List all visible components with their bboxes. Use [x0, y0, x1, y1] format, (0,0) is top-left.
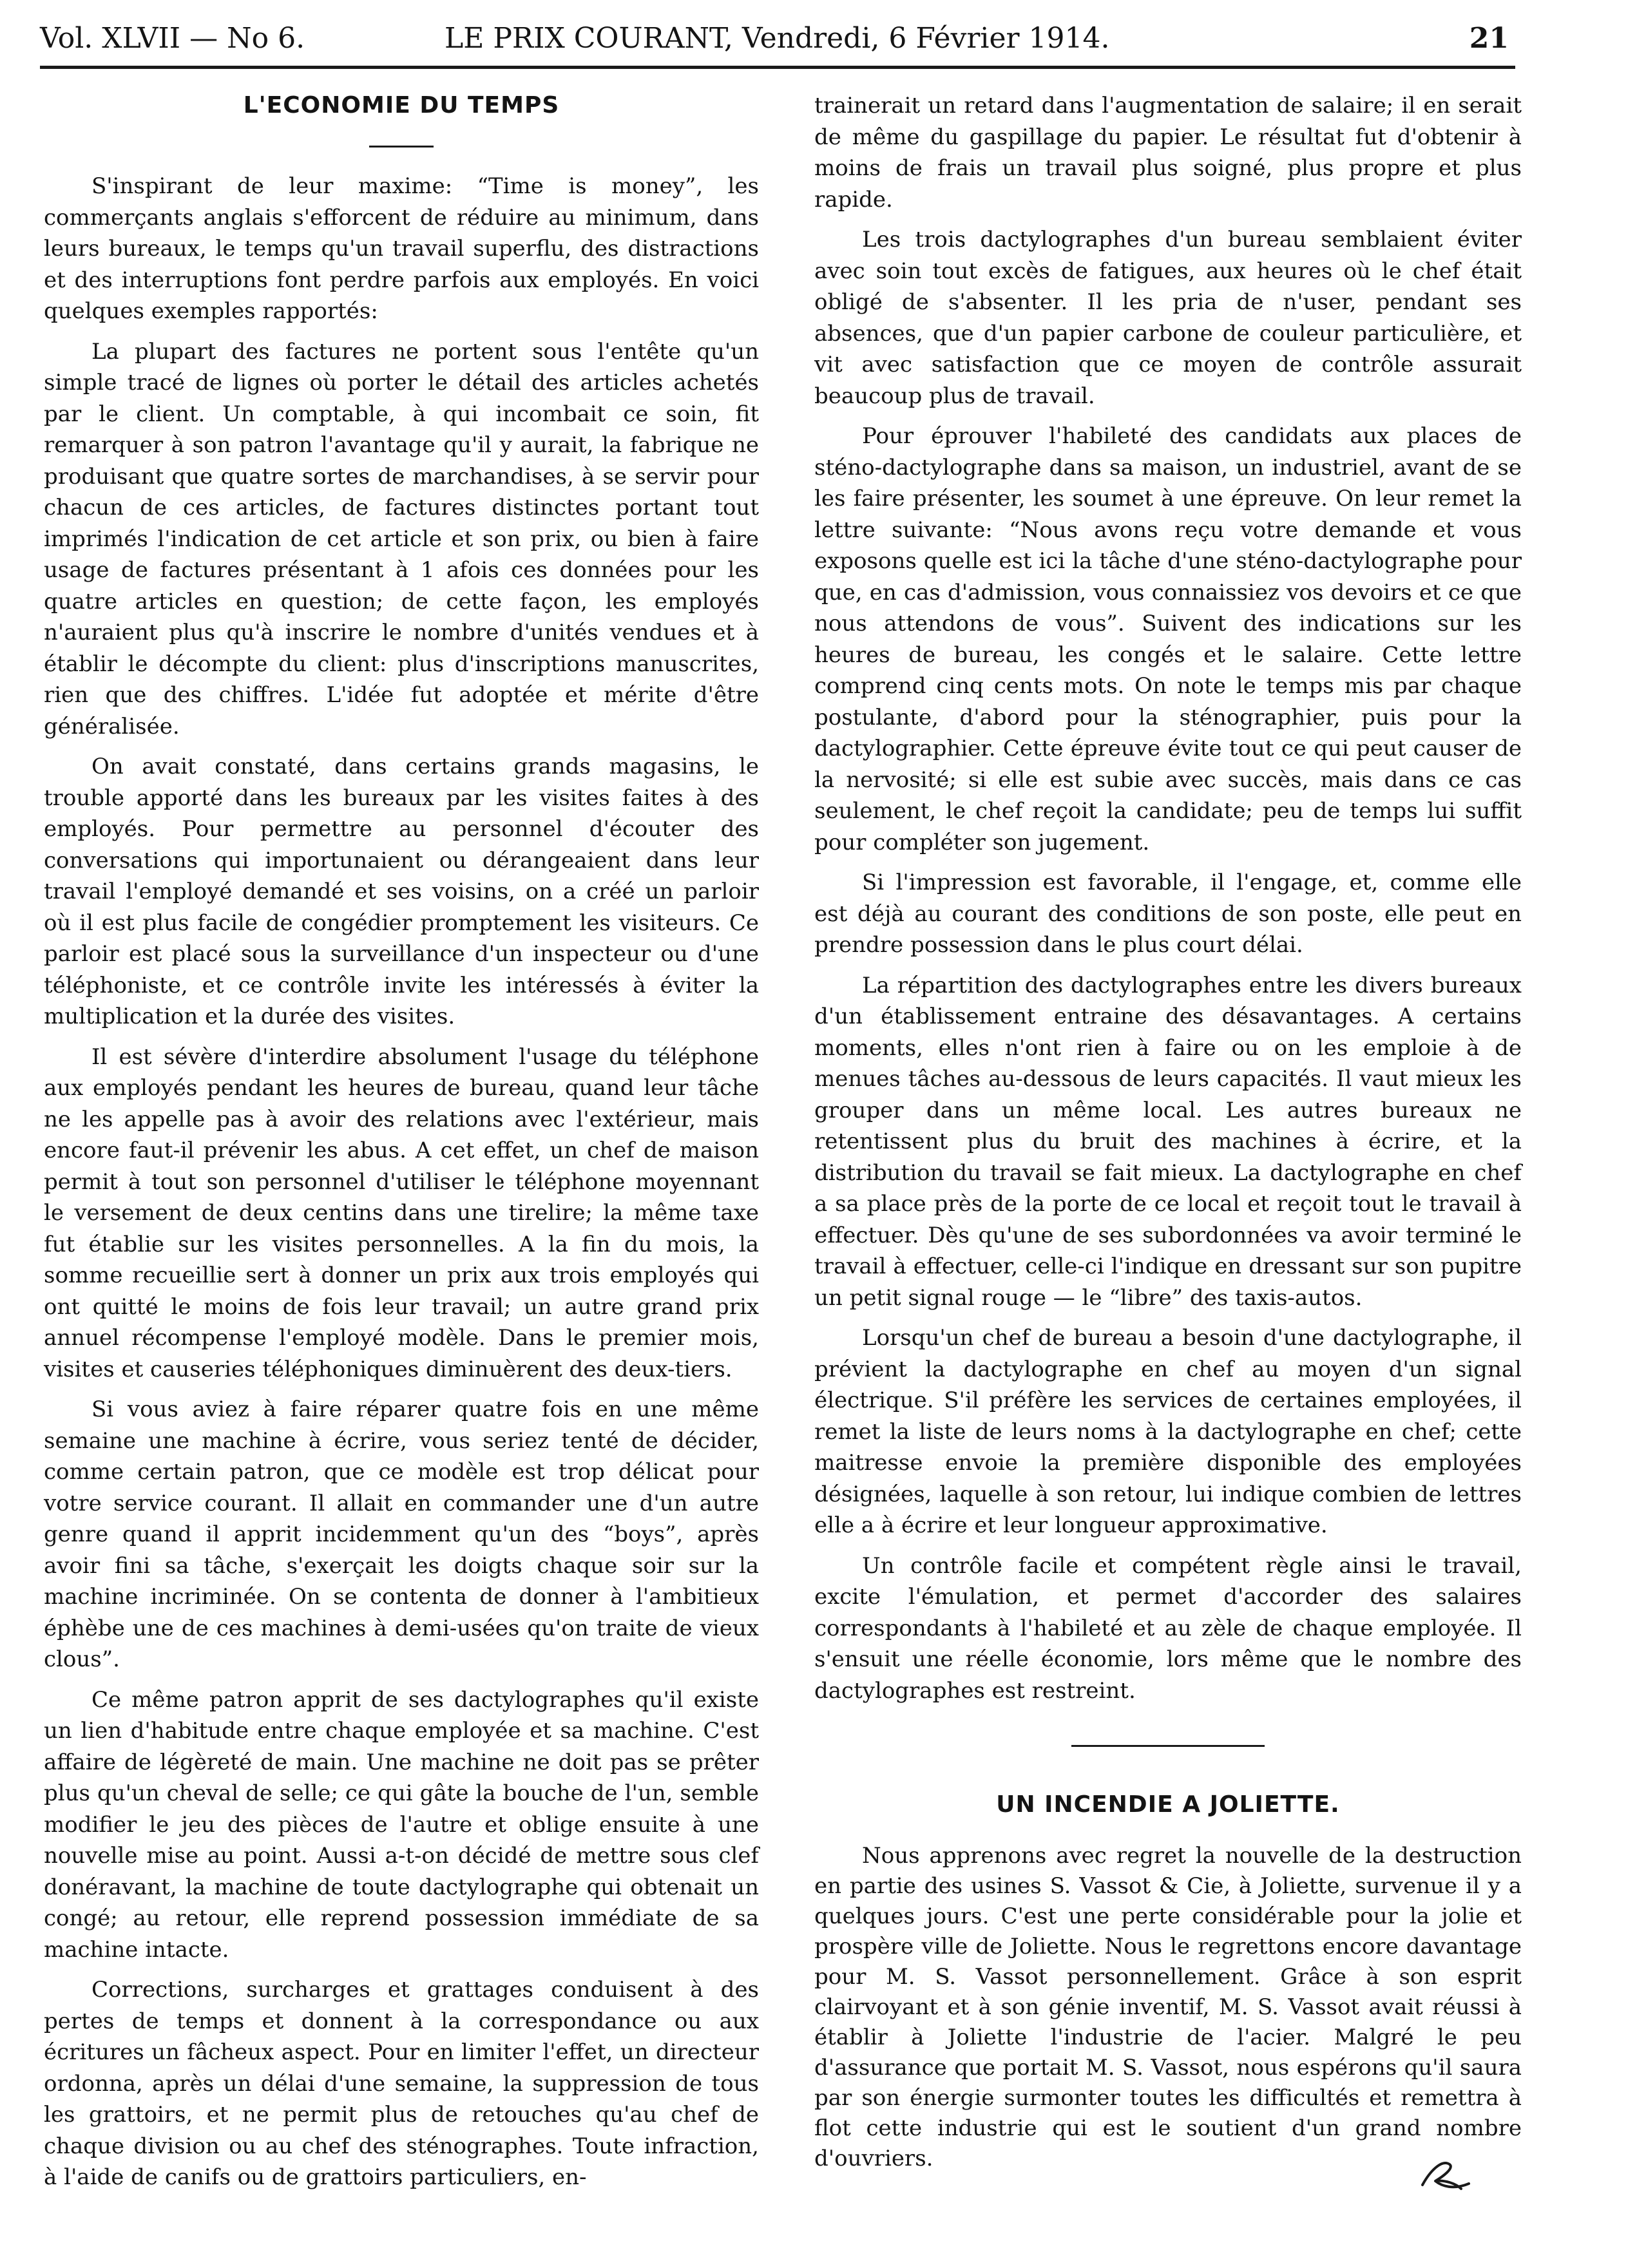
article-paragraph: Nous apprenons avec regret la nouvelle de la destruction en partie des usines S. Vassot & Cie, à Joliette, survenue il y a quelques jours. C'est une perte considérable pour la jolie et prospère ville de Joliette. Nous le regrettons encore davantage pour M. S. Vassot personnellement. Grâce à son esprit clairvoyant et à son génie inventif, M. S. Vassot avait réussi à établir à Joliette l'industrie de l'acier. Malgré le peu d'assurance que portait M. S. Vassot, nous espérons qu'il saura par son énergie surmonter toutes les difficultés et remettra à flot cette industrie qui est le soutient d'un grand nombre d'ouvriers. — [814, 1843, 1522, 2171]
article-paragraph: Les trois dactylographes d'un bureau semblaient éviter avec soin tout excès de fatigues, aux heures où le chef était obligé de s'absenter. Il les pria de n'user, pendant ses absences, que d'un papier carbone de couleur particulière, et vit avec satisfaction que ce moyen de contrôle assurait beaucoup plus de travail. — [814, 227, 1522, 409]
article-paragraph: Ce même patron apprit de ses dactylographes qu'il existe un lien d'habitude entre chaque employée et sa machine. C'est affaire de légèreté de main. Une machine ne doit pas se prêter plus qu'un cheval de selle; ce qui gâte la bouche de l'un, semble modifier le jeu des pièces de l'autre et oblige ensuite à une nouvelle mise au point. Aussi a-t-on décidé de mettre sous clef donéravant, la machine de toute dactylographe qui obtenait un congé; au retour, elle reprend possession immédiate de sa machine intacte. — [44, 1686, 759, 1963]
article-title: L'ECONOMIE DU TEMPS — [243, 92, 560, 119]
article-paragraph: La répartition des dactylographes entre les divers bureaux d'un établissement entraine des désavantages. A certains moments, elles n'ont rien à faire ou on les emploie à de menues tâches au-dessous de leurs capacités. Il vaut mieux les grouper dans un même local. Les autres bureaux ne retentissent plus du bruit des machines à écrire, et la distribution du travail se fait mieux. La dactylographe en chef a sa place près de la porte de ce local et reçoit tout le travail à effectuer. Dès qu'une de ses subordonnées va avoir terminé le travail à effectuer, celle-ci l'indique en dressant sur son pupitre un petit signal rouge — le “libre” des taxis-autos. — [814, 972, 1522, 1311]
article-paragraph: Corrections, surcharges et grattages conduisent à des pertes de temps et donnent à la correspondance ou aux écritures un fâcheux aspect. Pour en limiter l'effet, un directeur ordonna, après un délai d'une semaine, la suppression de tous les grattoirs, et ne permit plus de retouches qu'au chef de chaque division ou au chef des sténographes. Toute infraction, à l'aide de canifs ou de grattoirs particuliers, en- — [44, 1977, 759, 2190]
title-rule — [369, 146, 434, 148]
article-paragraph: trainerait un retard dans l'augmentation de salaire; il en serait de même du gaspillage du papier. Le résultat fut d'obtenir à moins de frais un travail plus soigné, plus propre et plus rapide. — [814, 93, 1522, 213]
article-paragraph: S'inspirant de leur maxime: “Time is money”, les commerçants anglais s'efforcent de réduire au minimum, dans leurs bureaux, le temps qu'un travail superflu, des distractions et des interruptions font perdre parfois aux employés. En voici quelques exemples rapportés: — [44, 173, 759, 324]
article-separator — [1071, 1745, 1265, 1747]
article-paragraph: Un contrôle facile et compétent règle ainsi le travail, excite l'émulation, et permet d'accorder des salaires correspondants à l'habileté et au zèle de chaque employée. Il s'ensuit une réelle économie, lors même que le nombre des dactylographes est restreint. — [814, 1552, 1522, 1704]
left-column — [44, 90, 759, 2202]
header-rule — [40, 66, 1515, 69]
page-number: 21 — [1469, 22, 1509, 55]
article-paragraph: On avait constaté, dans certains grands magasins, le trouble apporté dans les bureaux par les visites faites à des employés. Pour permettre au personnel d'écouter des conversations qui importunaient ou dérangeaient dans leur travail l'employé demandé et ses voisins, on a créé un parloir où il est plus facile de congédier promptement les visiteurs. Ce parloir est placé sous la surveillance d'un inspecteur ou d'une téléphoniste, et ce contrôle invite les intéressés à éviter la multiplication et la durée des visites. — [44, 754, 759, 1029]
publication-title: LE PRIX COURANT, Vendredi, 6 Février 1914. — [445, 22, 1110, 55]
article-paragraph: Pour éprouver l'habileté des candidats aux places de sténo-dactylographe dans sa maison, un industriel, avant de se les faire présenter, les soumet à une épreuve. On leur remet la lettre suivante: “Nous avons reçu votre demande et vous exposons quelle est ici la tâche d'une sténo-dactylographe pour que, en cas d'admission, vous connaissiez vos devoirs et ce que nous attendons de vous”. Suivent des indications sur les heures de bureau, les congés et le salaire. Cette lettre comprend cinq cents mots. On note le temps mis par chaque postulante, d'abord pour la sténographier, puis pour la dactylographier. Cette épreuve évite tout ce qui peut causer de la nervosité; si elle est subie avec succès, mais dans ce cas seulement, le chef reçoit la candidate; peu de temps lui suffit pour compléter son jugement. — [814, 423, 1522, 855]
article-paragraph: La plupart des factures ne portent sous l'entête qu'un simple tracé de lignes où porter le détail des articles achetés par le client. Un comptable, à qui incombait ce soin, fit remarquer à son patron l'avantage qu'il y aurait, la fabrique ne produisant que quatre sortes de marchandises, à se servir pour chacun de ces articles, de factures distinctes portant tout imprimés l'indication de cet article et son prix, ou bien à faire usage de factures présentant à 1 afois ces données pour les quatre articles en question; de cette façon, les employés n'auraient plus qu'à inscrire le nombre d'unités vendues et à établir le décompte du client: plus d'inscriptions manuscrites, rien que des chiffres. L'idée fut adoptée et mérite d'être généralisée. — [44, 338, 759, 739]
article-title: UN INCENDIE A JOLIETTE. — [996, 1791, 1340, 1818]
article-paragraph: Lorsqu'un chef de bureau a besoin d'une dactylographe, il prévient la dactylographe en chef au moyen d'un signal électrique. S'il préfère les services de certaines employées, il remet la liste de leurs noms à la dactylographe en chef; cette maitresse envoie la première disponible des employées désignées, laquelle à son retour, lui indique combien de lettres elle a à écrire et leur longueur approximative. — [814, 1325, 1522, 1538]
page-header — [40, 15, 1515, 62]
article-paragraph: Il est sévère d'interdire absolument l'usage du téléphone aux employés pendant les heures de bureau, quand leur tâche ne les appelle pas à avoir des relations avec l'extérieur, mais encore faut-il prévenir les abus. A cet effet, un chef de maison permit à tout son personnel d'utiliser le téléphone moyennant le versement de deux centins dans une tirelire; la même taxe fut établie sur les visites personnelles. A la fin du mois, la somme recueillie sert à donner un prix aux trois employés qui ont quitté le moins de fois leur travail; un autre grand prix annuel récompense l'employé modèle. Dans le premier mois, visites et causeries téléphoniques diminuèrent des deux-tiers. — [44, 1043, 759, 1382]
article-paragraph: Si vous aviez à faire réparer quatre fois en une même semaine une machine à écrire, vous seriez tenté de décider, comme certain patron, que ce modèle est trop délicat pour votre service courant. Il allait en commander une d'un autre genre quand il apprit incidemment qu'un des “boys”, après avoir fini sa tâche, s'exerçait les doigts chaque soir sur la machine incriminée. On se contenta de donner à l'ambitieux éphèbe une de ces machines à demi-usées qu'on traite de vieux clous”. — [44, 1396, 759, 1672]
volume-number: Vol. XLVII — No 6. — [40, 22, 305, 55]
right-column — [814, 90, 1522, 2183]
initials-mark — [1416, 2151, 1474, 2197]
article-paragraph: Si l'impression est favorable, il l'engage, et, comme elle est déjà au courant des conditions de son poste, elle peut en prendre possession dans le plus court délai. — [814, 870, 1522, 958]
second-article — [814, 1789, 1522, 2174]
